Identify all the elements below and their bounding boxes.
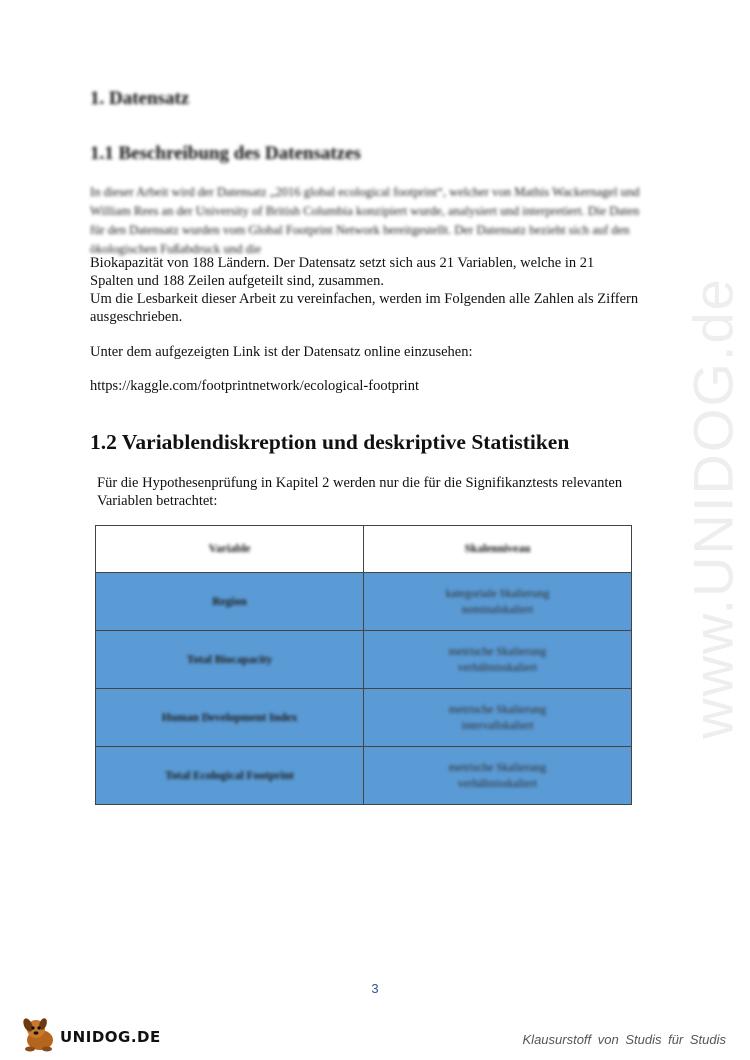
variable-cell: Total Biocapacity xyxy=(96,631,364,689)
link-intro: Unter dem aufgezeigten Link ist der Datensatz online einzusehen: xyxy=(90,344,473,360)
logo-text: UNIDOG.DE xyxy=(60,1028,161,1046)
variable-cell: Region xyxy=(96,573,364,631)
scale-cell: metrische Skalierung intervallskaliert xyxy=(364,689,632,747)
blurred-paragraph: In dieser Arbeit wird der Datensatz „2016 global ecological footprint“, welcher von Mathis Wackernagel und William Rees an der University of British Columbia konzipiert wurde, analysiert und interpretiert. Die Daten für den Datensatz wurden vom Global Footprint Network bereitgestellt. Der Datensatz bezieht sich auf den ökologischen Fußabdruck und die xyxy=(90,185,640,256)
header-scale: Skalenniveau xyxy=(364,526,632,573)
scale-cell: kategoriale Skalierung nominalskaliert xyxy=(364,573,632,631)
table-row xyxy=(96,631,632,689)
table-row xyxy=(96,747,632,805)
header-variable: Variable xyxy=(96,526,364,573)
footer-tagline: Klausurstoff von Studis für Studis xyxy=(522,1032,726,1047)
section-title: 1. Datensatz xyxy=(90,88,190,109)
table-row xyxy=(96,689,632,747)
dog-mascot-icon xyxy=(20,1016,64,1052)
variable-cell: Human Development Index xyxy=(96,689,364,747)
unidog-logo xyxy=(20,1016,161,1052)
variables-table xyxy=(95,525,632,805)
table-row xyxy=(96,573,632,631)
variables-intro: Für die Hypothesenprüfung in Kapitel 2 werden nur die für die Signifikanztests relevanten Variablen betrachtet: xyxy=(97,475,623,509)
scale-cell: metrische Skalierung verhältnisskaliert xyxy=(364,631,632,689)
continued-text: Spalten und 188 Zeilen aufgeteilt sind, zusammen. xyxy=(90,273,384,289)
subsection-title-variables: 1.2 Variablendiskreption und deskriptive Statistiken xyxy=(90,430,570,454)
table-header-row xyxy=(96,526,632,573)
subsection-title-description: 1.1 Beschreibung des Datensatzes xyxy=(90,143,361,164)
clipped-text-line: Biokapazität von 188 Ländern. Der Datensatz setzt sich aus 21 Variablen, welche in 21 xyxy=(90,256,595,271)
variable-cell: Total Ecological Footprint xyxy=(96,747,364,805)
page-number: 3 xyxy=(371,981,379,996)
readability-note: Um die Lesbarkeit dieser Arbeit zu vereinfachen, werden im Folgenden alle Zahlen als Ziffern ausgeschrieben. xyxy=(90,291,639,325)
dataset-link[interactable]: https://kaggle.com/footprintnetwork/ecological-footprint xyxy=(90,378,419,394)
scale-cell: metrische Skalierung verhältnisskaliert xyxy=(364,747,632,805)
